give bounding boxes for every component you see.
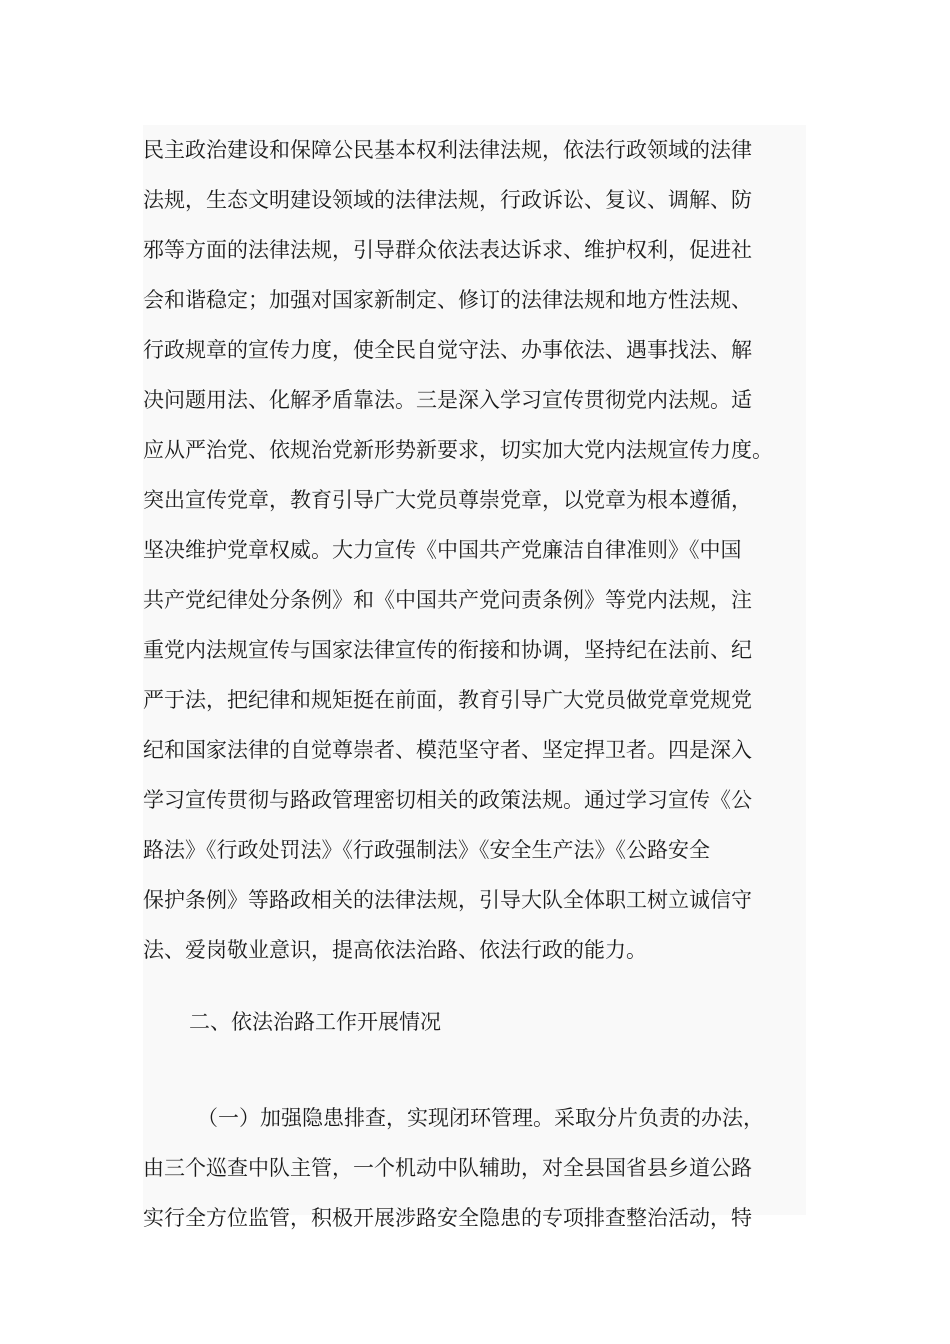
- text-line: 学习宣传贯彻与路政管理密切相关的政策法规。通过学习宣传《公: [143, 788, 752, 812]
- text-line: 共产党纪律处分条例》和《中国共产党问责条例》等党内法规，注: [143, 588, 752, 612]
- text-line: 由三个巡查中队主管，一个机动中队辅助，对全县国省县乡道公路: [143, 1156, 752, 1180]
- text-line: 决问题用法、化解矛盾靠法。三是深入学习宣传贯彻党内法规。适: [143, 388, 752, 412]
- subsection-paragraph: [143, 1093, 823, 1243]
- text-line: 严于法，把纪律和规矩挺在前面，教育引导广大党员做党章党规党: [143, 688, 752, 712]
- text-line: 法规，生态文明建设领域的法律法规，行政诉讼、复议、调解、防: [143, 188, 752, 212]
- body-paragraph: [143, 125, 823, 975]
- text-line: 重党内法规宣传与国家法律宣传的衔接和协调，坚持纪在法前、纪: [143, 638, 752, 662]
- text-line: 会和谐稳定；加强对国家新制定、修订的法律法规和地方性法规、: [143, 288, 752, 312]
- text-line: 邪等方面的法律法规，引导群众依法表达诉求、维护权利，促进社: [143, 238, 752, 262]
- text-line: 保护条例》等路政相关的法律法规，引导大队全体职工树立诚信守: [143, 888, 752, 912]
- section-heading: [143, 997, 823, 1047]
- text-line: 民主政治建设和保障公民基本权利法律法规，依法行政领域的法律: [143, 138, 752, 162]
- text-line: 行政规章的宣传力度，使全民自觉守法、办事依法、遇事找法、解: [143, 338, 752, 362]
- text-line: 路法》《行政处罚法》《行政强制法》《安全生产法》《公路安全: [143, 838, 710, 862]
- text-line: 法、爱岗敬业意识，提高依法治路、依法行政的能力。: [143, 938, 647, 962]
- text-line: 坚决维护党章权威。大力宣传《中国共产党廉洁自律准则》《中国: [143, 538, 742, 562]
- text-line: 实行全方位监管，积极开展涉路安全隐患的专项排查整治活动，特: [143, 1206, 752, 1230]
- text-line: 应从严治党、依规治党新形势新要求，切实加大党内法规宣传力度。: [143, 438, 773, 462]
- text-line: 纪和国家法律的自觉尊崇者、模范坚守者、坚定捍卫者。四是深入: [143, 738, 752, 762]
- text-line: 突出宣传党章，教育引导广大党员尊崇党章，以党章为根本遵循，: [143, 488, 752, 512]
- text-line: （一）加强隐患排查，实现闭环管理。采取分片负责的办法，: [197, 1106, 764, 1130]
- heading-text: 二、依法治路工作开展情况: [189, 1010, 441, 1034]
